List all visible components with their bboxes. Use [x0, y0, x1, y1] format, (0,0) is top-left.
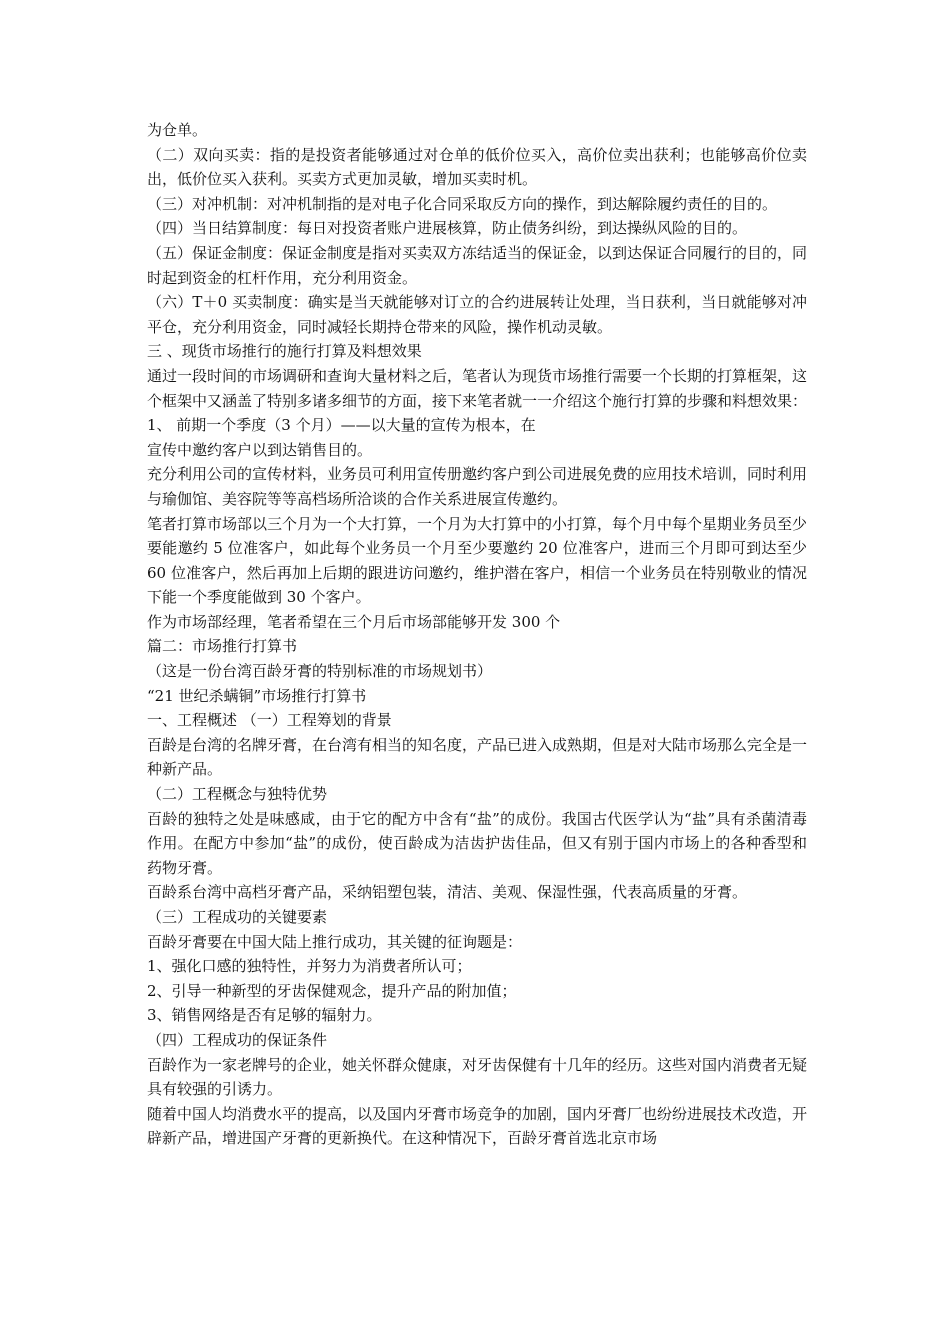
document-body [147, 118, 807, 1151]
paragraph: （五）保证金制度：保证金制度是指对买卖双方冻结适当的保证金，以到达保证合同履行的目的，同时起到资金的杠杆作用，充分利用资金。 [147, 243, 808, 287]
paragraph: 百龄是台湾的名牌牙膏，在台湾有相当的知名度，产品已进入成熟期，但是对大陆市场那么完全是一种新产品。 [147, 735, 808, 779]
list-item: 1、强化口感的独特性，并努力为消费者所认可； [147, 957, 472, 976]
list-item: 3、销售网络是否有足够的辐射力。 [147, 1006, 382, 1025]
section-heading: （四）工程成功的保证条件 [147, 1030, 328, 1049]
paragraph: 随着中国人均消费水平的提高，以及国内牙膏市场竞争的加剧，国内牙膏厂也纷纷进展技术改造，开辟新产品，增进国产牙膏的更新换代。在这种情况下，百龄牙膏首选北京市场 [147, 1104, 808, 1148]
paragraph: 宣传中邀约客户以到达销售目的。 [147, 440, 373, 459]
paragraph: 笔者打算市场部以三个月为一个大打算，一个月为大打算中的小打算，每个月中每个星期业务员至少要能邀约 5 位准客户，如此每个业务员一个月至少要邀约 20 位准客户，进而三个月即可到达至少 60 位准客户，然后再加上后期的跟进访问邀约，维护潜在客户，相信一个业务员在特别敬业的情况下能一个季度能做到 30 个客户。 [147, 514, 808, 607]
paragraph: 百龄系台湾中高档牙膏产品，采纳铝塑包装，清洁、美观、保湿性强，代表高质量的牙膏。 [147, 883, 748, 902]
document-title: “21 世纪杀螨铜”市场推行打算书 [147, 686, 367, 705]
paragraph: 作为市场部经理，笔者希望在三个月后市场部能够开发 300 个 [147, 612, 561, 631]
section-heading: 篇二：市场推行打算书 [147, 637, 298, 656]
section-heading: （二）工程概念与独特优势 [147, 785, 328, 804]
paragraph: 充分利用公司的宣传材料，业务员可利用宣传册邀约客户到公司进展免费的应用技术培训，同时利用与瑜伽馆、美容院等等高档场所洽谈的合作关系进展宣传邀约。 [147, 465, 808, 508]
section-heading: 一、工程概述 （一）工程筹划的背景 [147, 711, 392, 730]
paragraph: （三）对冲机制：对冲机制指的是对电子化合同采取反方向的操作，到达解除履约责任的目的。 [147, 194, 778, 213]
paragraph: 百龄的独特之处是味感咸，由于它的配方中含有“盐”的成份。我国古代医学认为“盐”具有杀菌清毒作用。在配方中参加“盐”的成份，使百龄成为洁齿护齿佳品，但又有别于国内市场上的各种香型和药物牙膏。 [147, 809, 807, 877]
paragraph: 百龄牙膏要在中国大陆上推行成功，其关键的征询题是： [147, 932, 523, 951]
paragraph: （二）双向买卖：指的是投资者能够通过对仓单的低价位买入，高价位卖出获利；也能够高价位卖出，低价位买入获利。买卖方式更加灵敏，增加买卖时机。 [147, 145, 807, 189]
section-heading: （三）工程成功的关键要素 [147, 908, 328, 926]
paragraph: 为仓单。 [147, 121, 208, 139]
list-item: 2、引导一种新型的牙齿保健观念，提升产品的附加值； [147, 981, 517, 1000]
paragraph: （这是一份台湾百龄牙膏的特别标准的市场规划书） [147, 662, 493, 681]
paragraph: 百龄作为一家老牌号的企业，她关怀群众健康，对牙齿保健有十几年的经历。这些对国内消费者无疑具有较强的引诱力。 [147, 1055, 808, 1099]
paragraph: 1、 前期一个季度（3 个月）——以大量的宣传为根本，在 [147, 416, 536, 435]
paragraph: （六）T＋0 买卖制度：确实是当天就能够对订立的合约进展转让处理，当日获利，当日就能够对冲平仓，充分利用资金，同时减轻长期持仓带来的风险，操作机动灵敏。 [147, 293, 807, 336]
paragraph: （四）当日结算制度：每日对投资者账户进展核算，防止债务纠纷，到达操纵风险的目的。 [147, 219, 748, 238]
section-heading: 三 、现货市场推行的施行打算及料想效果 [147, 342, 422, 361]
paragraph: 通过一段时间的市场调研和查询大量材料之后，笔者认为现货市场推行需要一个长期的打算框架，这个框架中又涵盖了特别多诸多细节的方面，接下来笔者就一一介绍这个施行打算的步骤和料想效果： [147, 366, 808, 410]
